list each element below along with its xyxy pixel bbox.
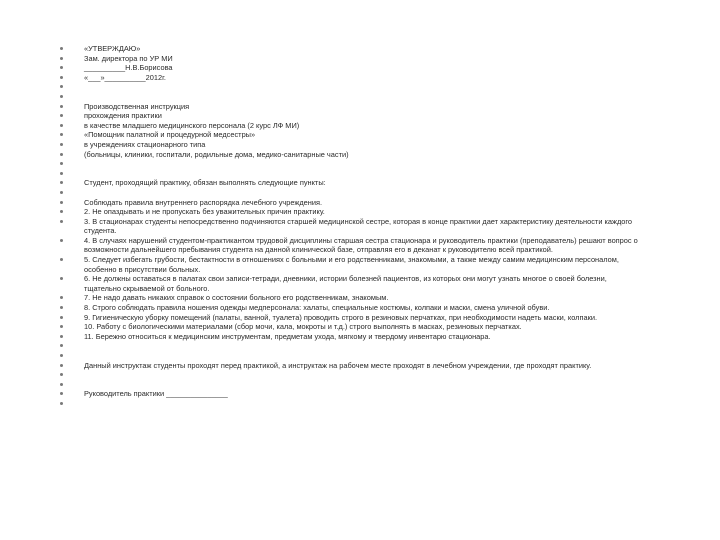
line-text: 11. Бережно относиться к медицинским инструментам, предметам ухода, мягкому и твердому инвентарю стационара. bbox=[84, 331, 491, 341]
bullet-dot-icon bbox=[60, 172, 63, 175]
line-text: 4. В случаях нарушений студентом-практикантом трудовой дисциплины старшая сестра стационара и руководитель практики (преподаватель) решают вопрос о возможности дальнейшего пребывания студента на данной клинической базе, отправляя его в деканат к руководителю всей практикой. bbox=[84, 235, 638, 255]
line-text: Данный инструктаж студенты проходят перед практикой, а инструктаж на рабочем месте проходят в лечебном учреждении, где проходят практику. bbox=[84, 360, 592, 370]
bullet-dot-icon bbox=[60, 153, 63, 156]
bullet-line bbox=[60, 274, 640, 293]
bullet-dot-icon bbox=[60, 47, 63, 50]
line-text: 2. Не опаздывать и не пропускать без уважительных причин практику. bbox=[84, 207, 325, 217]
bullet-dot-icon bbox=[60, 201, 63, 204]
bullet-line bbox=[60, 322, 640, 332]
line-text: 6. Не должны оставаться в палатах свои записи-тетради, дневники, истории болезней пациентов, из которых они могут узнать многое о своей болезни, тщательно скрываемой от больного. bbox=[84, 274, 607, 293]
line-text: прохождения практики bbox=[84, 111, 162, 121]
line-text: «УТВЕРЖДАЮ» bbox=[84, 44, 141, 53]
bullet-line bbox=[60, 54, 640, 64]
bullet-dot-icon bbox=[60, 76, 63, 79]
instruction-text-block bbox=[60, 44, 640, 409]
bullet-dot-icon bbox=[60, 325, 63, 328]
bullet-dot-icon bbox=[60, 57, 63, 60]
bullet-line bbox=[60, 188, 640, 198]
bullet-line bbox=[60, 169, 640, 179]
bullet-line bbox=[60, 389, 640, 399]
line-text: «Помощник палатной и процедурной медсестры» bbox=[84, 130, 256, 140]
bullet-dot-icon bbox=[60, 95, 63, 98]
line-text: 9. Гигиеническую уборку помещений (палаты, ванной, туалета) проводить строго в резиновых перчатках, при необходимости надеть маски, колпаки. bbox=[84, 312, 598, 322]
line-text: в качестве младшего медицинского персонала (2 курс ЛФ МИ) bbox=[84, 120, 300, 130]
bullet-dot-icon bbox=[60, 344, 63, 347]
bullet-line bbox=[60, 313, 640, 323]
line-text: Руководитель практики _______________ bbox=[84, 389, 228, 399]
bullet-line bbox=[60, 341, 640, 351]
bullet-line bbox=[60, 361, 640, 371]
bullet-dot-icon bbox=[60, 85, 63, 88]
line-text: 10. Работу с биологическими материалами (сбор мочи, кала, мокроты и т.д.) строго выполнять в масках, резиновых перчатках. bbox=[84, 322, 522, 332]
bullet-line bbox=[60, 102, 640, 112]
line-text: «___»__________2012г. bbox=[84, 72, 166, 82]
bullet-line bbox=[60, 44, 640, 54]
bullet-dot-icon bbox=[60, 162, 63, 165]
bullet-dot-icon bbox=[60, 66, 63, 69]
bullet-line bbox=[60, 236, 640, 255]
bullet-line bbox=[60, 130, 640, 140]
bullet-dot-icon bbox=[60, 114, 63, 117]
bullet-dot-icon bbox=[60, 133, 63, 136]
bullet-line bbox=[60, 370, 640, 380]
line-text: 7. Не надо давать никаких справок о состоянии больного его родственникам, знакомым. bbox=[84, 293, 389, 303]
line-text: (больницы, клиники, госпитали, родильные дома, медико-санитарные части) bbox=[84, 149, 349, 159]
bullet-dot-icon bbox=[60, 220, 63, 223]
bullet-line bbox=[60, 73, 640, 83]
bullet-dot-icon bbox=[60, 373, 63, 376]
bullet-dot-icon bbox=[60, 105, 63, 108]
bullet-dot-icon bbox=[60, 143, 63, 146]
bullet-dot-icon bbox=[60, 306, 63, 309]
line-text: 5. Следует избегать грубости, бестактности в отношениях с больными и его родственниками, знакомыми, а также между самим медицинским персоналом, особенно в присутствии больных. bbox=[84, 255, 619, 274]
bullet-dot-icon bbox=[60, 181, 63, 184]
line-text: Студент, проходящий практику, обязан выполнять следующие пункты: bbox=[84, 178, 326, 188]
bullet-line bbox=[60, 159, 640, 169]
bullet-dot-icon bbox=[60, 383, 63, 386]
bullet-line bbox=[60, 92, 640, 102]
line-text: в учреждениях стационарного типа bbox=[84, 139, 206, 149]
bullet-dot-icon bbox=[60, 239, 63, 242]
bullet-dot-icon bbox=[60, 392, 63, 395]
bullet-line bbox=[60, 178, 640, 188]
bullet-dot-icon bbox=[60, 258, 63, 261]
line-text: Зам. директора по УР МИ bbox=[84, 53, 173, 63]
bullet-line bbox=[60, 111, 640, 121]
line-text: 8. Строго соблюдать правила ношения одежды медперсонала: халаты, специальные костюмы, колпаки и маски, смена уличной обуви. bbox=[84, 303, 550, 313]
bullet-line bbox=[60, 63, 640, 73]
bullet-line bbox=[60, 140, 640, 150]
bullet-line bbox=[60, 150, 640, 160]
line-text: Производственная инструкция bbox=[84, 101, 190, 111]
bullet-line bbox=[60, 217, 640, 236]
bullet-line bbox=[60, 399, 640, 409]
bullet-line bbox=[60, 121, 640, 131]
line-text: __________Н.В.Борисова bbox=[84, 63, 173, 73]
bullet-line bbox=[60, 380, 640, 390]
bullet-dot-icon bbox=[60, 124, 63, 127]
bullet-line bbox=[60, 303, 640, 313]
bullet-line bbox=[60, 255, 640, 274]
bullet-dot-icon bbox=[60, 402, 63, 405]
bullet-line bbox=[60, 207, 640, 217]
bullet-line bbox=[60, 198, 640, 208]
bullet-line bbox=[60, 332, 640, 342]
bullet-line bbox=[60, 293, 640, 303]
bullet-dot-icon bbox=[60, 191, 63, 194]
bullet-dot-icon bbox=[60, 335, 63, 338]
bullet-line bbox=[60, 351, 640, 361]
bullet-dot-icon bbox=[60, 296, 63, 299]
bullet-dot-icon bbox=[60, 364, 63, 367]
bullet-dot-icon bbox=[60, 354, 63, 357]
bullet-dot-icon bbox=[60, 277, 63, 280]
bullet-dot-icon bbox=[60, 210, 63, 213]
bullet-line bbox=[60, 82, 640, 92]
line-text: Соблюдать правила внутреннего распорядка лечебного учреждения. bbox=[84, 197, 323, 207]
line-text: 3. В стационарах студенты непосредственно подчиняются старшей медицинской сестре, которая в конце практики дает характеристику деятельности каждого студента. bbox=[84, 216, 633, 236]
bullet-dot-icon bbox=[60, 316, 63, 319]
